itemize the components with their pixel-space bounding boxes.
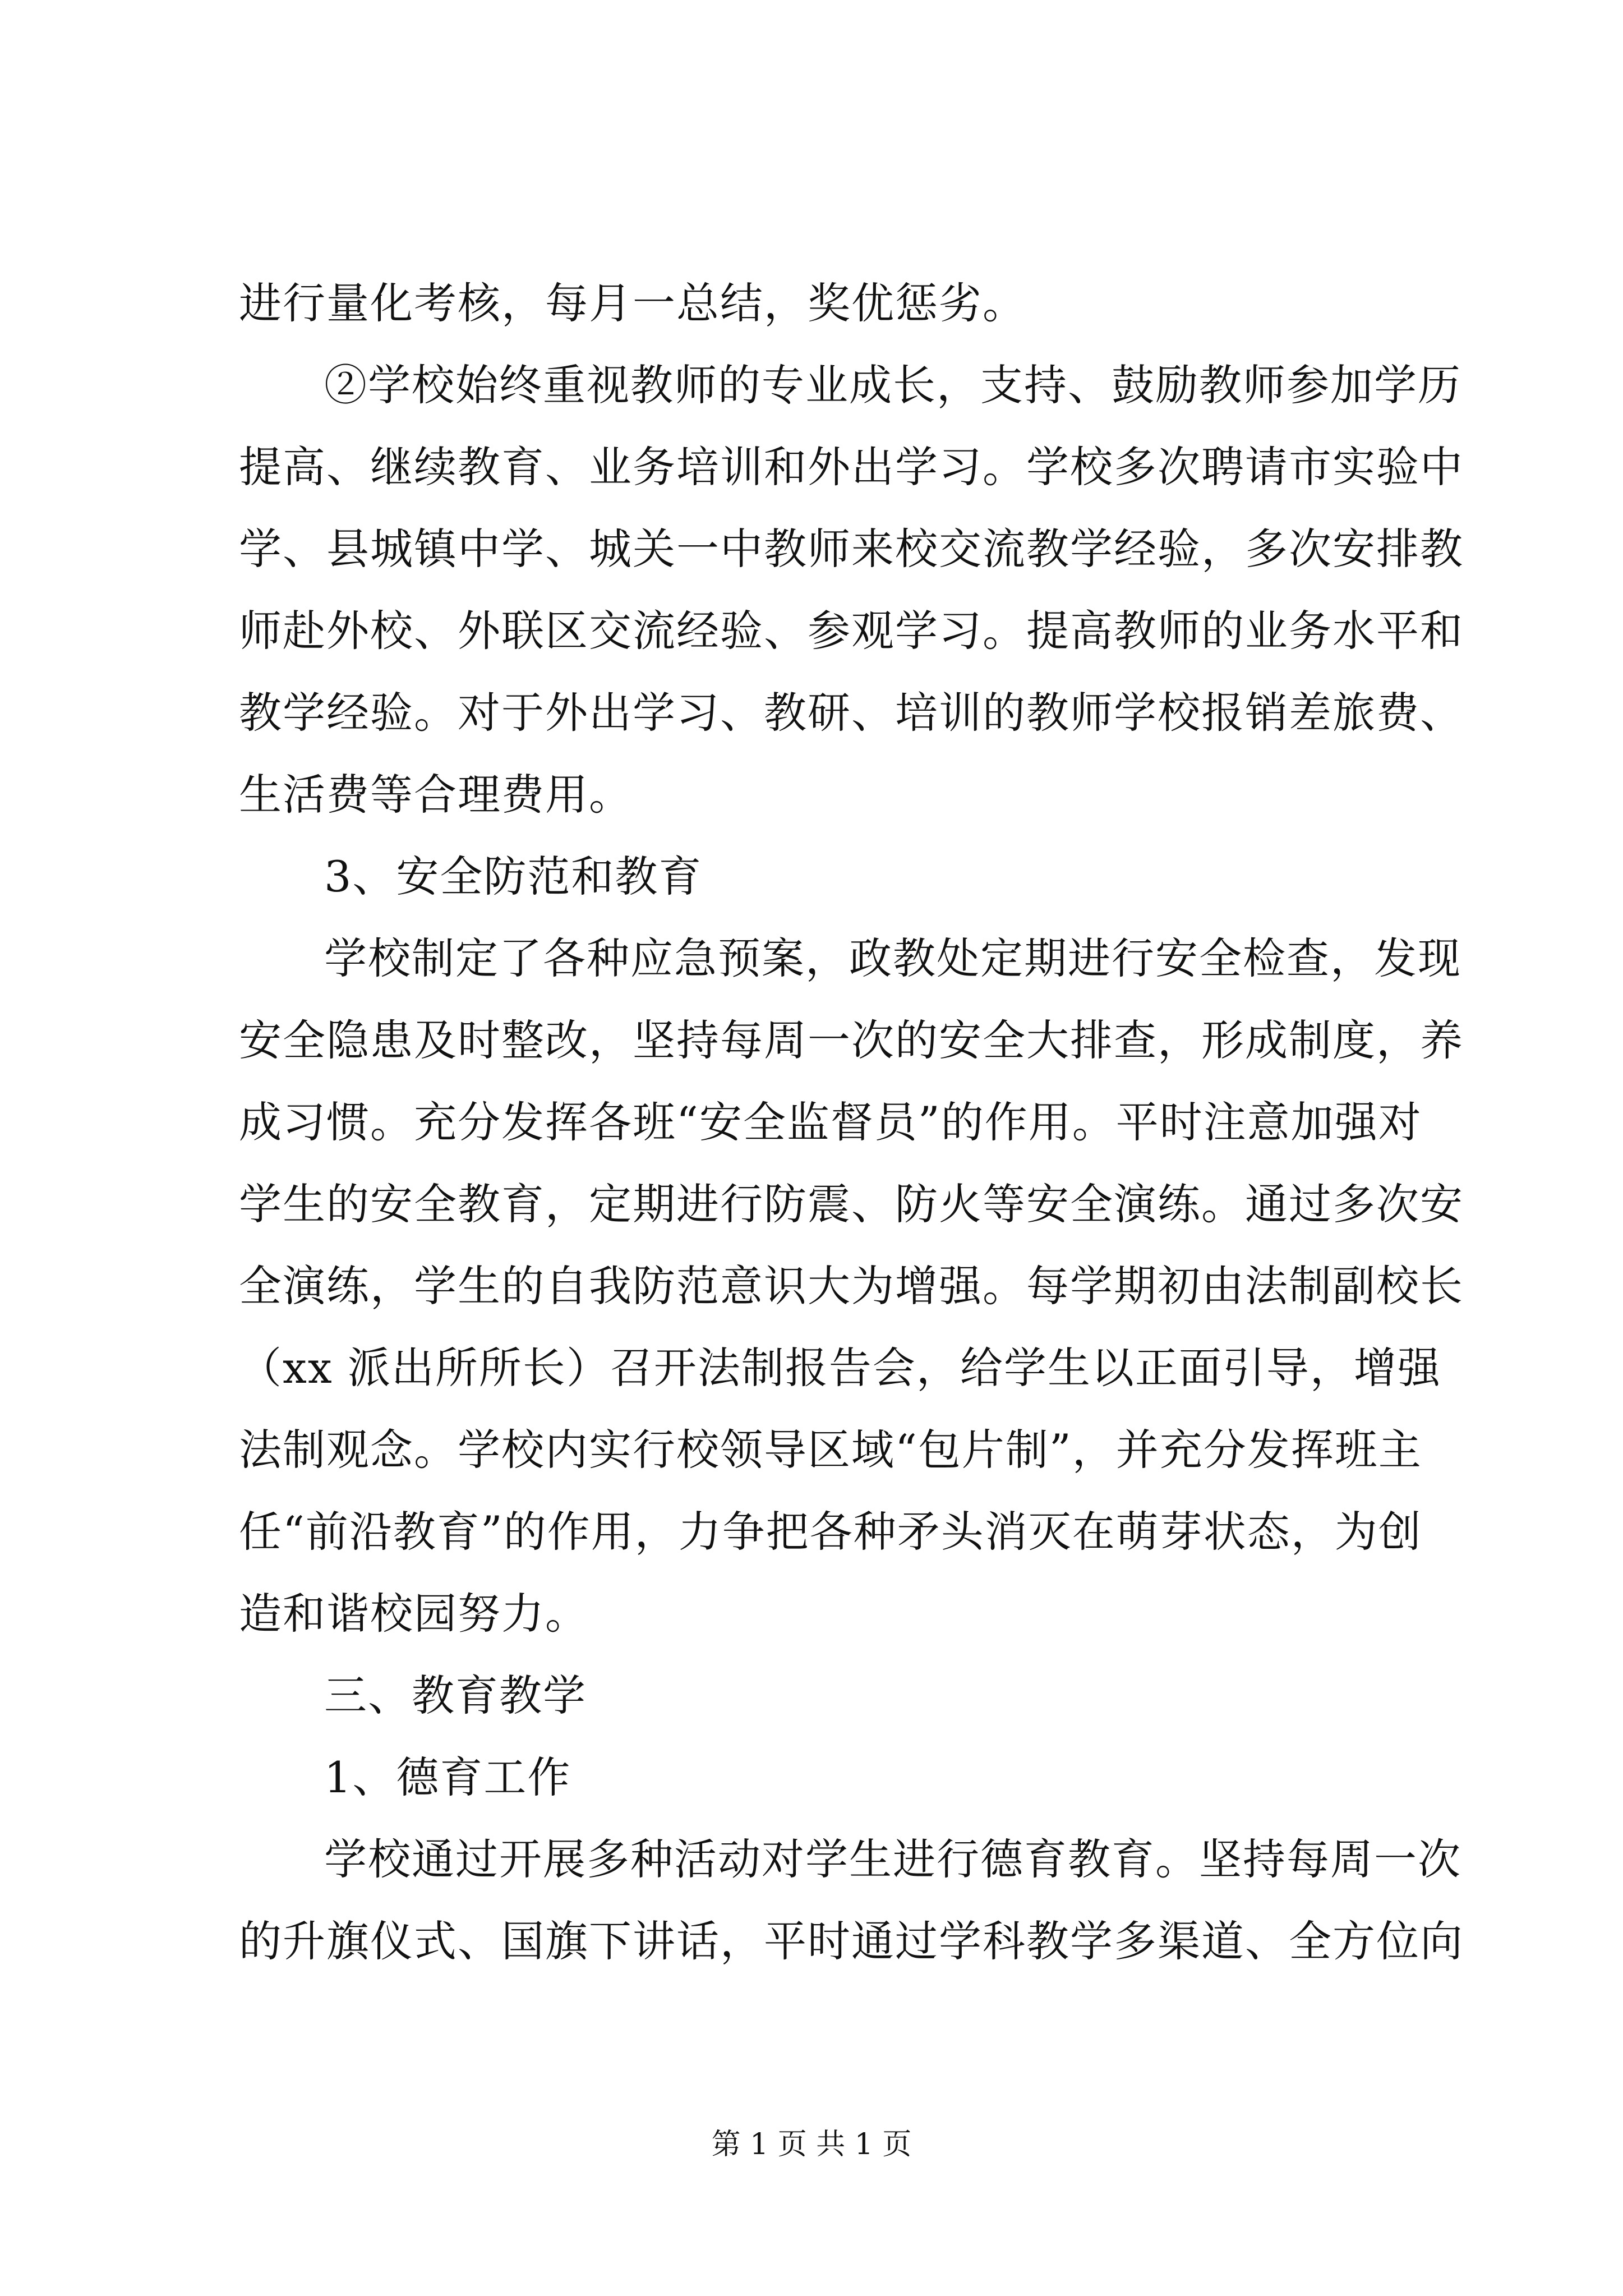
text-line: 教学经验。对于外出学习、教研、培训的教师学校报销差旅费、 [239, 688, 1464, 738]
text-line: 成习惯。充分发挥各班“安全监督员”的作用。平时注意加强对 [239, 1097, 1422, 1147]
text-line: 的升旗仪式、国旗下讲话，平时通过学科教学多渠道、全方位向 [239, 1916, 1464, 1966]
text-line: 学、县城镇中学、城关一中教师来校交流教学经验，多次安排教 [239, 524, 1464, 574]
paragraph-first-line: ②学校始终重视教师的专业成长，支持、鼓励教师参加学历 [324, 360, 1461, 410]
text-line: 学生的安全教育，定期进行防震、防火等安全演练。通过多次安 [239, 1179, 1464, 1229]
paragraph-first-line: 学校通过开展多种活动对学生进行德育教育。坚持每周一次 [324, 1834, 1461, 1884]
document-body [239, 263, 1464, 1982]
section-heading: 3、安全防范和教育 [324, 852, 703, 901]
text-line: （xx 派出所所长）召开法制报告会，给学生以正面引导，增强 [239, 1343, 1441, 1393]
paragraph-first-line: 学校制定了各种应急预案，政教处定期进行安全检查，发现 [324, 933, 1461, 983]
text-line: 全演练，学生的自我防范意识大为增强。每学期初由法制副校长 [239, 1261, 1464, 1311]
text-line: 师赴外校、外联区交流经验、参观学习。提高教师的业务水平和 [239, 606, 1464, 656]
subsection-heading: 1、德育工作 [324, 1752, 571, 1802]
text-line: 进行量化考核，每月一总结，奖优惩劣。 [239, 278, 1026, 328]
section-heading: 三、教育教学 [324, 1671, 587, 1720]
page-number-footer: 第 1 页 共 1 页 [711, 2128, 912, 2161]
text-line: 生活费等合理费用。 [239, 770, 633, 820]
text-line: 安全隐患及时整改，坚持每周一次的安全大排查，形成制度，养 [239, 1015, 1464, 1065]
text-line: 任“前沿教育”的作用，力争把各种矛头消灭在萌芽状态，为创 [239, 1507, 1422, 1557]
text-line: 法制观念。学校内实行校领导区域“包片制”，并充分发挥班主 [239, 1425, 1422, 1475]
text-line: 造和谐校园努力。 [239, 1589, 589, 1639]
text-line: 提高、继续教育、业务培训和外出学习。学校多次聘请市实验中 [239, 442, 1464, 492]
